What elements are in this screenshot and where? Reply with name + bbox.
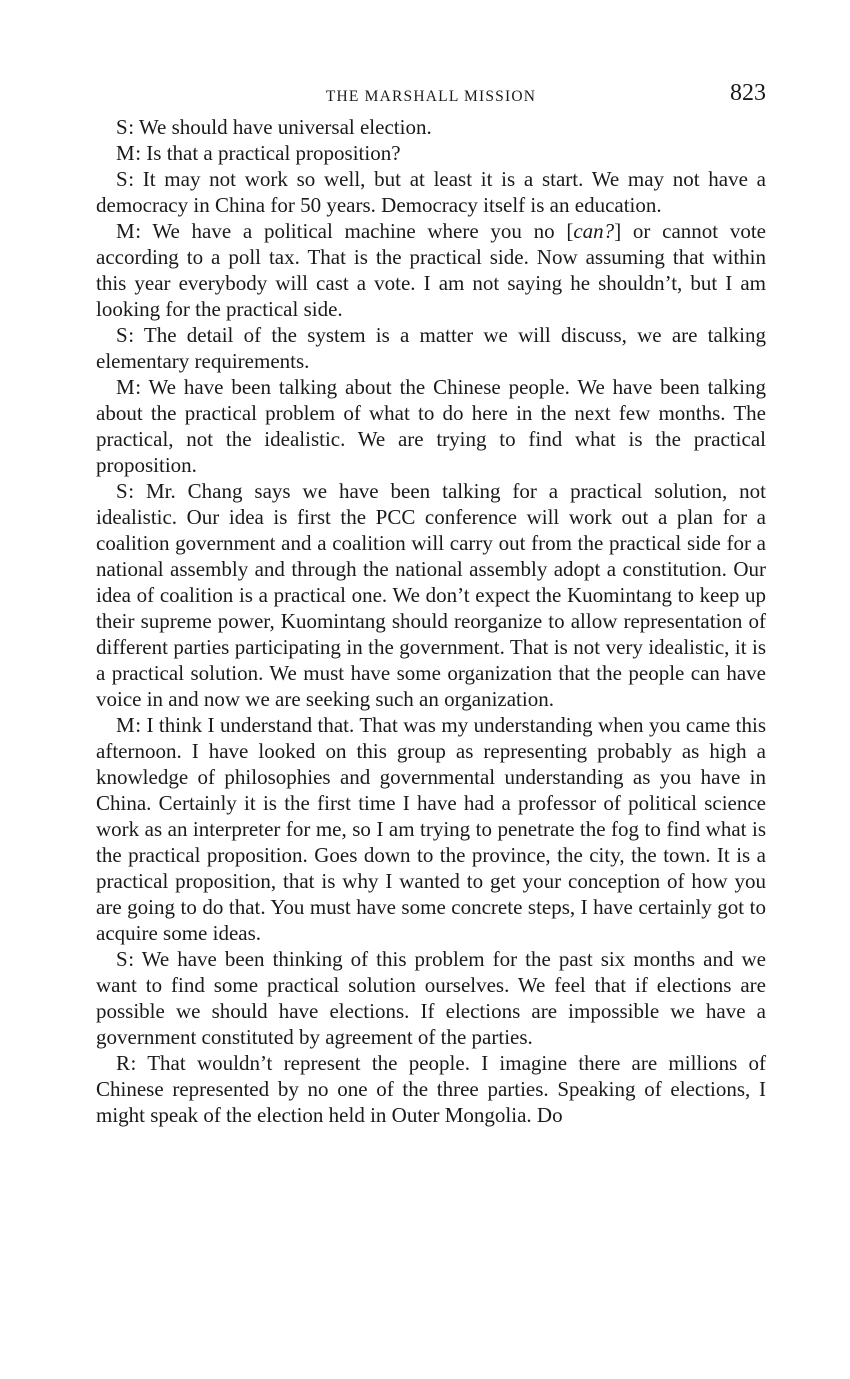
paragraph-text: We have a political machine where you no bbox=[152, 219, 567, 243]
editorial-bracket-close: ] bbox=[614, 219, 622, 243]
running-title: THE MARSHALL MISSION bbox=[325, 88, 537, 105]
page-number: 823 bbox=[730, 80, 766, 106]
dialogue-paragraph: S: We should have universal election. bbox=[116, 115, 432, 139]
speaker-label: S bbox=[116, 323, 129, 347]
paragraph-text: Is that a practical proposition? bbox=[146, 141, 401, 165]
dialogue-paragraph: M: I think I understand that. That was my understanding when you came this afternoon. I have looked on this group as representing probably as high a knowledge of philosophies and governmental understanding as you have in China. Certainly it is the first time I have had a professor of political science work as an interpreter for me, so I am trying to penetrate the fog to find what is the practical proposition. Goes down to the province, the city, the town. It is a practical proposition, that is why I wanted to get your conception of how you are going to do that. You must have some concrete steps, I have certainly got to acquire some ideas. bbox=[96, 713, 766, 945]
paragraph-text: It may not work so well, but at least it is a start. We may not have a democracy in China for 50 years. Democracy itself is an education. bbox=[96, 167, 766, 217]
speaker-label: S bbox=[116, 947, 129, 971]
paragraph-text: We have been talking about the Chinese people. We have been talking about the practical problem of what to do here in the next few months. The practical, not the idealistic. We are trying to find what is the practical proposition. bbox=[96, 375, 766, 477]
running-header bbox=[96, 80, 766, 114]
paragraph-text: Mr. Chang says we have been talking for a practical solution, not idealistic. Our idea is first the PCC conference will work out a plan for a coalition government and a coalition will carry out from the practical side for a national assembly and through the national assembly adopt a constitution. Our idea of coalition is a practical one. We don’t expect the Kuomintang to keep up their supreme power, Kuomintang should reorganize to allow representation of different parties participating in the government. That is not very idealistic, it is a practical solution. We must have some organization that the people can have voice in and now we are seeking such an organization. bbox=[96, 479, 766, 711]
dialogue-paragraph: S: We have been thinking of this problem for the past six months and we want to find some practical solution ourselves. We feel that if elections are possible we should have elections. If elections are impossible we have a government constituted by agreement of the parties. bbox=[96, 947, 766, 1049]
paragraph-text: The detail of the system is a matter we will discuss, we are talking elementary requirements. bbox=[96, 323, 766, 373]
speaker-label: S bbox=[116, 167, 129, 191]
dialogue-paragraph: S: Mr. Chang says we have been talking for a practical solution, not idealistic. Our idea is first the PCC conference will work out a plan for a coalition government and a coalition will carry out from the practical side for a national assembly and through the national assembly adopt a constitution. Our idea of coalition is a practical one. We don’t expect the Kuomintang to keep up their supreme power, Kuomintang should reorganize to allow representation of different parties participating in the government. That is not very idealistic, it is a practical solution. We must have some organization that the people can have voice in and now we are seeking such an organization. bbox=[96, 479, 766, 711]
dialogue-paragraph: R: That wouldn’t represent the people. I imagine there are millions of Chinese represented by no one of the three parties. Speaking of elections, I might speak of the election held in Outer Mongolia. Do bbox=[96, 1051, 766, 1127]
paragraph-text: We have been thinking of this problem for the past six months and we want to find some practical solution ourselves. We feel that if elections are possible we should have elections. If elections are impossible we have a government constituted by agreement of the parties. bbox=[96, 947, 766, 1049]
body-text bbox=[96, 114, 766, 1128]
paragraph-text: I think I understand that. That was my understanding when you came this afternoon. I have looked on this group as representing probably as high a knowledge of philosophies and governmental understanding as you have in China. Certainly it is the first time I have had a professor of political science work as an interpreter for me, so I am trying to penetrate the fog to find what is the practical proposition. Goes down to the province, the city, the town. It is a practical proposition, that is why I wanted to get your conception of how you are going to do that. You must have some concrete steps, I have certainly got to acquire some ideas. bbox=[96, 713, 766, 945]
speaker-label: S bbox=[116, 115, 129, 139]
paragraph-text-continued: or cannot vote according to a poll tax. That is the practical side. Now assuming that within this year everybody will cast a vote. I am not saying he shouldn’t, but I am looking for the practical side. bbox=[96, 219, 766, 321]
speaker-label: M bbox=[116, 375, 136, 399]
document-page bbox=[96, 80, 766, 1128]
dialogue-paragraph: M: Is that a practical proposition? bbox=[116, 141, 401, 165]
paragraph-text: That wouldn’t represent the people. I imagine there are millions of Chinese represented by no one of the three parties. Speaking of elections, I might speak of the election held in Outer Mongolia. Do bbox=[96, 1051, 766, 1127]
speaker-label: M bbox=[116, 713, 136, 737]
editorial-bracket-open: [ bbox=[566, 219, 574, 243]
speaker-label: R bbox=[116, 1051, 131, 1075]
dialogue-paragraph: S: It may not work so well, but at least it is a start. We may not have a democracy in China for 50 years. Democracy itself is an education. bbox=[96, 167, 766, 217]
speaker-label: S bbox=[116, 479, 129, 503]
speaker-label: M bbox=[116, 219, 136, 243]
editorial-insertion: can? bbox=[573, 219, 615, 243]
dialogue-paragraph: M: We have been talking about the Chinese people. We have been talking about the practical problem of what to do here in the next few months. The practical, not the idealistic. We are trying to find what is the practical proposition. bbox=[96, 375, 766, 477]
dialogue-paragraph: S: The detail of the system is a matter we will discuss, we are talking elementary requirements. bbox=[96, 323, 766, 373]
paragraph-text: We should have universal election. bbox=[138, 115, 432, 139]
dialogue-paragraph: M: We have a political machine where you no [can?] or cannot vote according to a poll tax. That is the practical side. Now assuming that within this year everybody will cast a vote. I am not saying he shouldn’t, but I am looking for the practical side. bbox=[96, 219, 766, 321]
speaker-label: M bbox=[116, 141, 136, 165]
